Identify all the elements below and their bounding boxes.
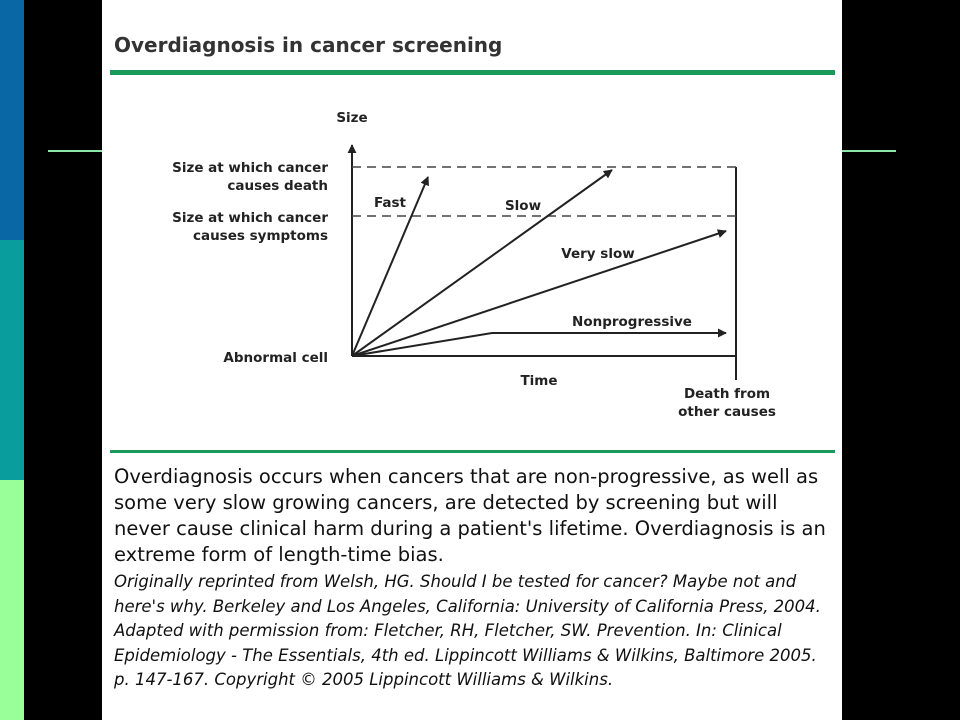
page-title: Overdiagnosis in cancer screening (114, 33, 503, 57)
origin-label: Abnormal cell (223, 350, 328, 366)
sidebar-green-stripe (0, 480, 24, 720)
sidebar-blue-stripe (0, 0, 24, 240)
decorative-line-right (842, 150, 896, 152)
nonprogressive-curve-label: Nonprogressive (572, 314, 692, 330)
y-axis-label: Size (336, 110, 368, 126)
slow-curve-label: Slow (504, 198, 542, 214)
very-slow-curve-label: Very slow (561, 246, 635, 262)
symptom-threshold-label-line2: causes symptoms (192, 228, 328, 244)
slide-content (102, 0, 842, 720)
death-threshold-label-line2: causes death (227, 178, 328, 194)
symptom-threshold-label-line1: Size at which cancer (172, 210, 328, 226)
sidebar-teal-stripe (0, 240, 24, 480)
death-other-causes-label-line2: other causes (678, 404, 776, 420)
decorative-line-left (48, 150, 102, 152)
caption-text: Overdiagnosis occurs when cancers that are non-progressive, as well as some very slow growing cancers, are detected by screening but will never cause clinical harm during a patient's lifetime. Overdiagnosis is an extreme form of length-time bias. (114, 465, 826, 566)
very-slow-curve (352, 231, 726, 356)
x-axis-label: Time (520, 373, 558, 389)
fast-curve-label: Fast (373, 195, 407, 211)
death-other-causes-label-line1: Death from (683, 386, 771, 402)
citation-text: Originally reprinted from Welsh, HG. Should I be tested for cancer? Maybe not and here's why. Berkeley and Los Angeles, California: University of California Press, 2004. Adapted with permission from: Fletcher, RH, Fletcher, SW. Prevention. In: Clinical Epidemiology - The Essentials, 4th ed. Lippincott Williams & Wilkins, Baltimore 2005. p. 147-167. Copyright © 2005 Lippincott Williams & Wilkins. (114, 572, 821, 689)
growth-diagram (102, 0, 842, 450)
death-threshold-label-line1: Size at which cancer (172, 160, 328, 176)
caption-rule (110, 450, 835, 453)
